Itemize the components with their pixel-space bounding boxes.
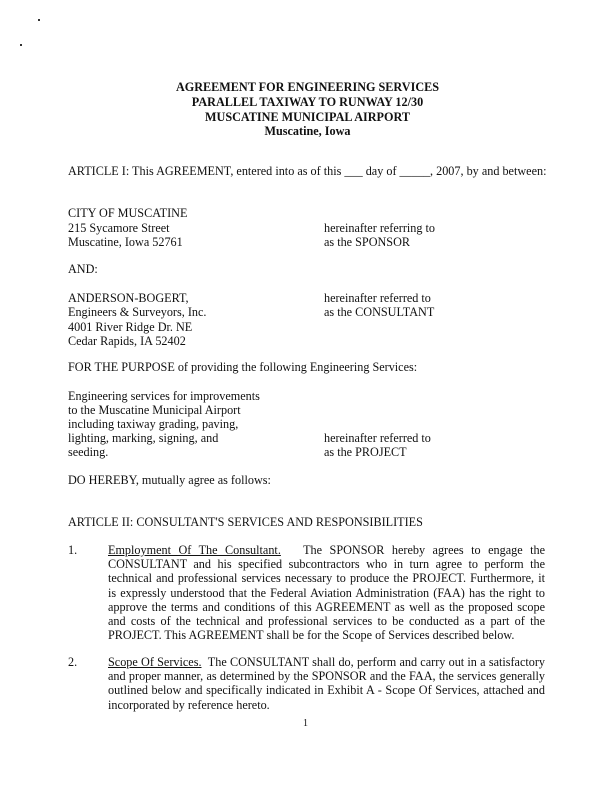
project-role: hereinafter referred to xyxy=(324,431,431,445)
item-body: The SPONSOR hereby agrees to engage the CONSULTANT and his specified subcontractors who in turn agree to perform the technical and professional services necessary to produce the PROJECT. Furthermore, it is expressly understood that the Federal Aviation Administration (FAA) has the right to approve the terms and conditions of this AGREEMENT as well as the proposed scope and costs of the technical and professional services to be conducted as a part of the PROJECT. This AGREEMENT shall be for the Scope of Services described below. xyxy=(108,543,545,643)
project-line: lighting, marking, signing, and xyxy=(68,431,219,445)
purpose-line: FOR THE PURPOSE of providing the following Engineering Services: xyxy=(68,360,418,374)
project-role: as the PROJECT xyxy=(324,445,407,459)
article-1-intro: ARTICLE I: This AGREEMENT, entered into as of this ___ day of _____, 2007, by and between: xyxy=(68,164,547,178)
item-body: The CONSULTANT shall do, perform and carry out in a satisfactory and proper manner, as determined by the SPONSOR and the FAA, the services generally outlined below and specifically indicated in Exhibit A - Scope Of Services, attached and incorporated by reference hereto. xyxy=(108,655,546,712)
project-line: to the Muscatine Municipal Airport xyxy=(68,403,241,417)
sponsor-city: Muscatine, Iowa 52761 xyxy=(68,235,183,249)
title-line: AGREEMENT FOR ENGINEERING SERVICES xyxy=(175,80,440,94)
consultant-city: Cedar Rapids, IA 52402 xyxy=(68,334,186,348)
project-line: Engineering services for improvements xyxy=(68,389,260,403)
item-paragraph xyxy=(108,543,545,642)
title-line: MUSCATINE MUNICIPAL AIRPORT xyxy=(205,110,410,124)
page-number: 1 xyxy=(303,718,308,729)
agree-line: DO HEREBY, mutually agree as follows: xyxy=(68,473,271,487)
article-2-heading: ARTICLE II: CONSULTANT'S SERVICES AND RESPONSIBILITIES xyxy=(68,515,423,529)
consultant-line: Engineers & Surveyors, Inc. xyxy=(68,305,207,319)
item-paragraph xyxy=(108,655,545,712)
consultant-address: 4001 River Ridge Dr. NE xyxy=(68,320,193,334)
and-label: AND: xyxy=(68,262,98,276)
consultant-role: as the CONSULTANT xyxy=(324,305,435,319)
project-line: seeding. xyxy=(68,445,109,459)
item-number: 1. xyxy=(68,543,78,557)
item-number: 2. xyxy=(68,655,78,669)
title-line: Muscatine, Iowa xyxy=(264,124,351,138)
item-heading: Employment Of The Consultant. xyxy=(108,543,281,557)
sponsor-role: as the SPONSOR xyxy=(324,235,411,249)
title-line: PARALLEL TAXIWAY TO RUNWAY 12/30 xyxy=(191,95,424,109)
consultant-name: ANDERSON-BOGERT, xyxy=(68,291,189,305)
consultant-role: hereinafter referred to xyxy=(324,291,431,305)
scan-speck xyxy=(38,19,40,21)
sponsor-address: 215 Sycamore Street xyxy=(68,221,170,235)
item-heading: Scope Of Services. xyxy=(108,655,202,669)
sponsor-role: hereinafter referring to xyxy=(324,221,435,235)
sponsor-name: CITY OF MUSCATINE xyxy=(68,206,188,220)
scan-speck xyxy=(20,44,22,46)
project-line: including taxiway grading, paving, xyxy=(68,417,239,431)
